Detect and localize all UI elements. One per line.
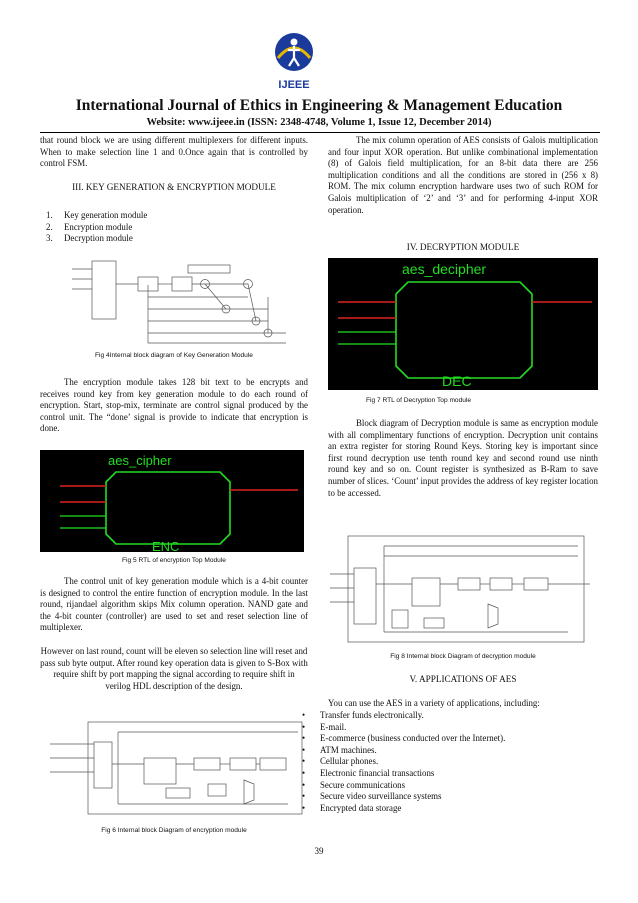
fig7-rtl-decryption xyxy=(328,258,598,390)
journal-title: International Journal of Ethics in Engineering & Management Education xyxy=(75,97,563,114)
list-item: • Electronic financial transactions xyxy=(302,768,598,780)
right-paragraph-2: Block diagram of Decryption module is same as encryption module with all complimentary functions of encryption. Decryption unit contains an extra register for storing Round Keys. Storing key is important since first round decryption use tenth round key and second round use ninth round key and so on. Count register is synthesized as B-Ram to save number of slices. ‘Count’ input provides the address of key register location to be accessed. xyxy=(328,418,598,498)
fig5-caption: Fig 5 RTL of encryption Top Module xyxy=(122,557,226,564)
module-list xyxy=(40,210,308,245)
applications-list xyxy=(302,710,598,814)
list-item: • Secure video surveillance systems xyxy=(302,791,598,803)
left-paragraph-2: The encryption module takes 128 bit text to be encrypts and receives round key from key generation module to do each round of encryption. Start, stop-mix, terminate are control signal produced by the control unit. The “done’ signal is provide to indicate that encryption is done. xyxy=(40,377,308,434)
section-3-heading: III. KEY GENERATION & ENCRYPTION MODULE xyxy=(72,182,276,192)
list-item: 3. Decryption module xyxy=(46,233,133,244)
list-item: • E-commerce (business conducted over the Internet). xyxy=(302,733,598,745)
fig8-decryption-diagram xyxy=(328,534,596,646)
fig7-block-label: DEC xyxy=(442,373,472,389)
list-item: • E-mail. xyxy=(302,722,598,734)
list-item: 2. Encryption module xyxy=(46,221,133,232)
fig4-caption: Fig 4Internal block diagram of Key Generation Module xyxy=(95,352,253,359)
left-paragraph-4: However on last round, count will be eleven so selection line will reset and pass sub byte output. After round key operation data is given to S-Box with require shift by port mapping the signal according to require shift in verilog HDL description of the design. xyxy=(40,646,308,691)
fig4-key-generation-diagram xyxy=(68,257,290,347)
right-paragraph-3: You can use the AES in a variety of applications, including: xyxy=(328,698,540,708)
fig5-module-name: aes_cipher xyxy=(108,453,172,468)
list-item: • Encrypted data storage xyxy=(302,803,598,815)
fig5-block-label: ENC xyxy=(152,539,180,552)
header-rule xyxy=(40,132,600,133)
list-item: 1. Key generation module xyxy=(46,210,148,220)
journal-logo xyxy=(258,28,330,94)
fig6-caption: Fig 6 Internal block Diagram of encryption module xyxy=(101,827,247,834)
section-4-heading: IV. DECRYPTION MODULE xyxy=(406,242,520,252)
fig8-caption: Fig 8 Internal block Diagram of decryption module xyxy=(390,653,536,660)
left-paragraph-1: that round block we are using different multiplexers for different inputs. When to make selection line 1 and 0.Once again that is controlled by control FSM. xyxy=(40,135,308,169)
page-number: 39 xyxy=(314,846,324,856)
fig7-module-name: aes_decipher xyxy=(402,261,487,277)
list-item: • Transfer funds electronically. xyxy=(302,710,598,722)
list-item: • ATM machines. xyxy=(302,745,598,757)
right-paragraph-1: The mix column operation of AES consists of Galois multiplication and four input XOR operation. But unlike combinational implementation (8) of Galois field multiplication, for an 8-bit data there are 256 multiplication conditions and all the conditions are stored in (256 x 8) ROM. The mix column encryption hardware uses two of such ROM for Galois multiplication of ‘2’ and ‘3’ and for performing 4-input XOR operation. xyxy=(328,135,598,215)
section-5-heading: V. APPLICATIONS OF AES xyxy=(409,674,517,684)
fig5-rtl-encryption xyxy=(40,450,304,552)
list-item: • Secure communications xyxy=(302,780,598,792)
fig7-caption: Fig 7 RTL of Decryption Top module xyxy=(366,397,472,404)
journal-subtitle: Website: www.ijeee.in (ISSN: 2348-4748, Volume 1, Issue 12, December 2014) xyxy=(146,117,492,128)
left-paragraph-3: The control unit of key generation module which is a 4-bit counter is designed to control the entire function of encryption module. In the last round, rijandael algorithm skips Mix column operation. NAND gate and the 4-bit counter (controller) are used to set and reset selection line of multiplexer. xyxy=(40,576,308,633)
list-item: • Cellular phones. xyxy=(302,756,598,768)
logo-text: IJEEE xyxy=(278,79,310,91)
fig6-encryption-diagram xyxy=(48,718,306,818)
